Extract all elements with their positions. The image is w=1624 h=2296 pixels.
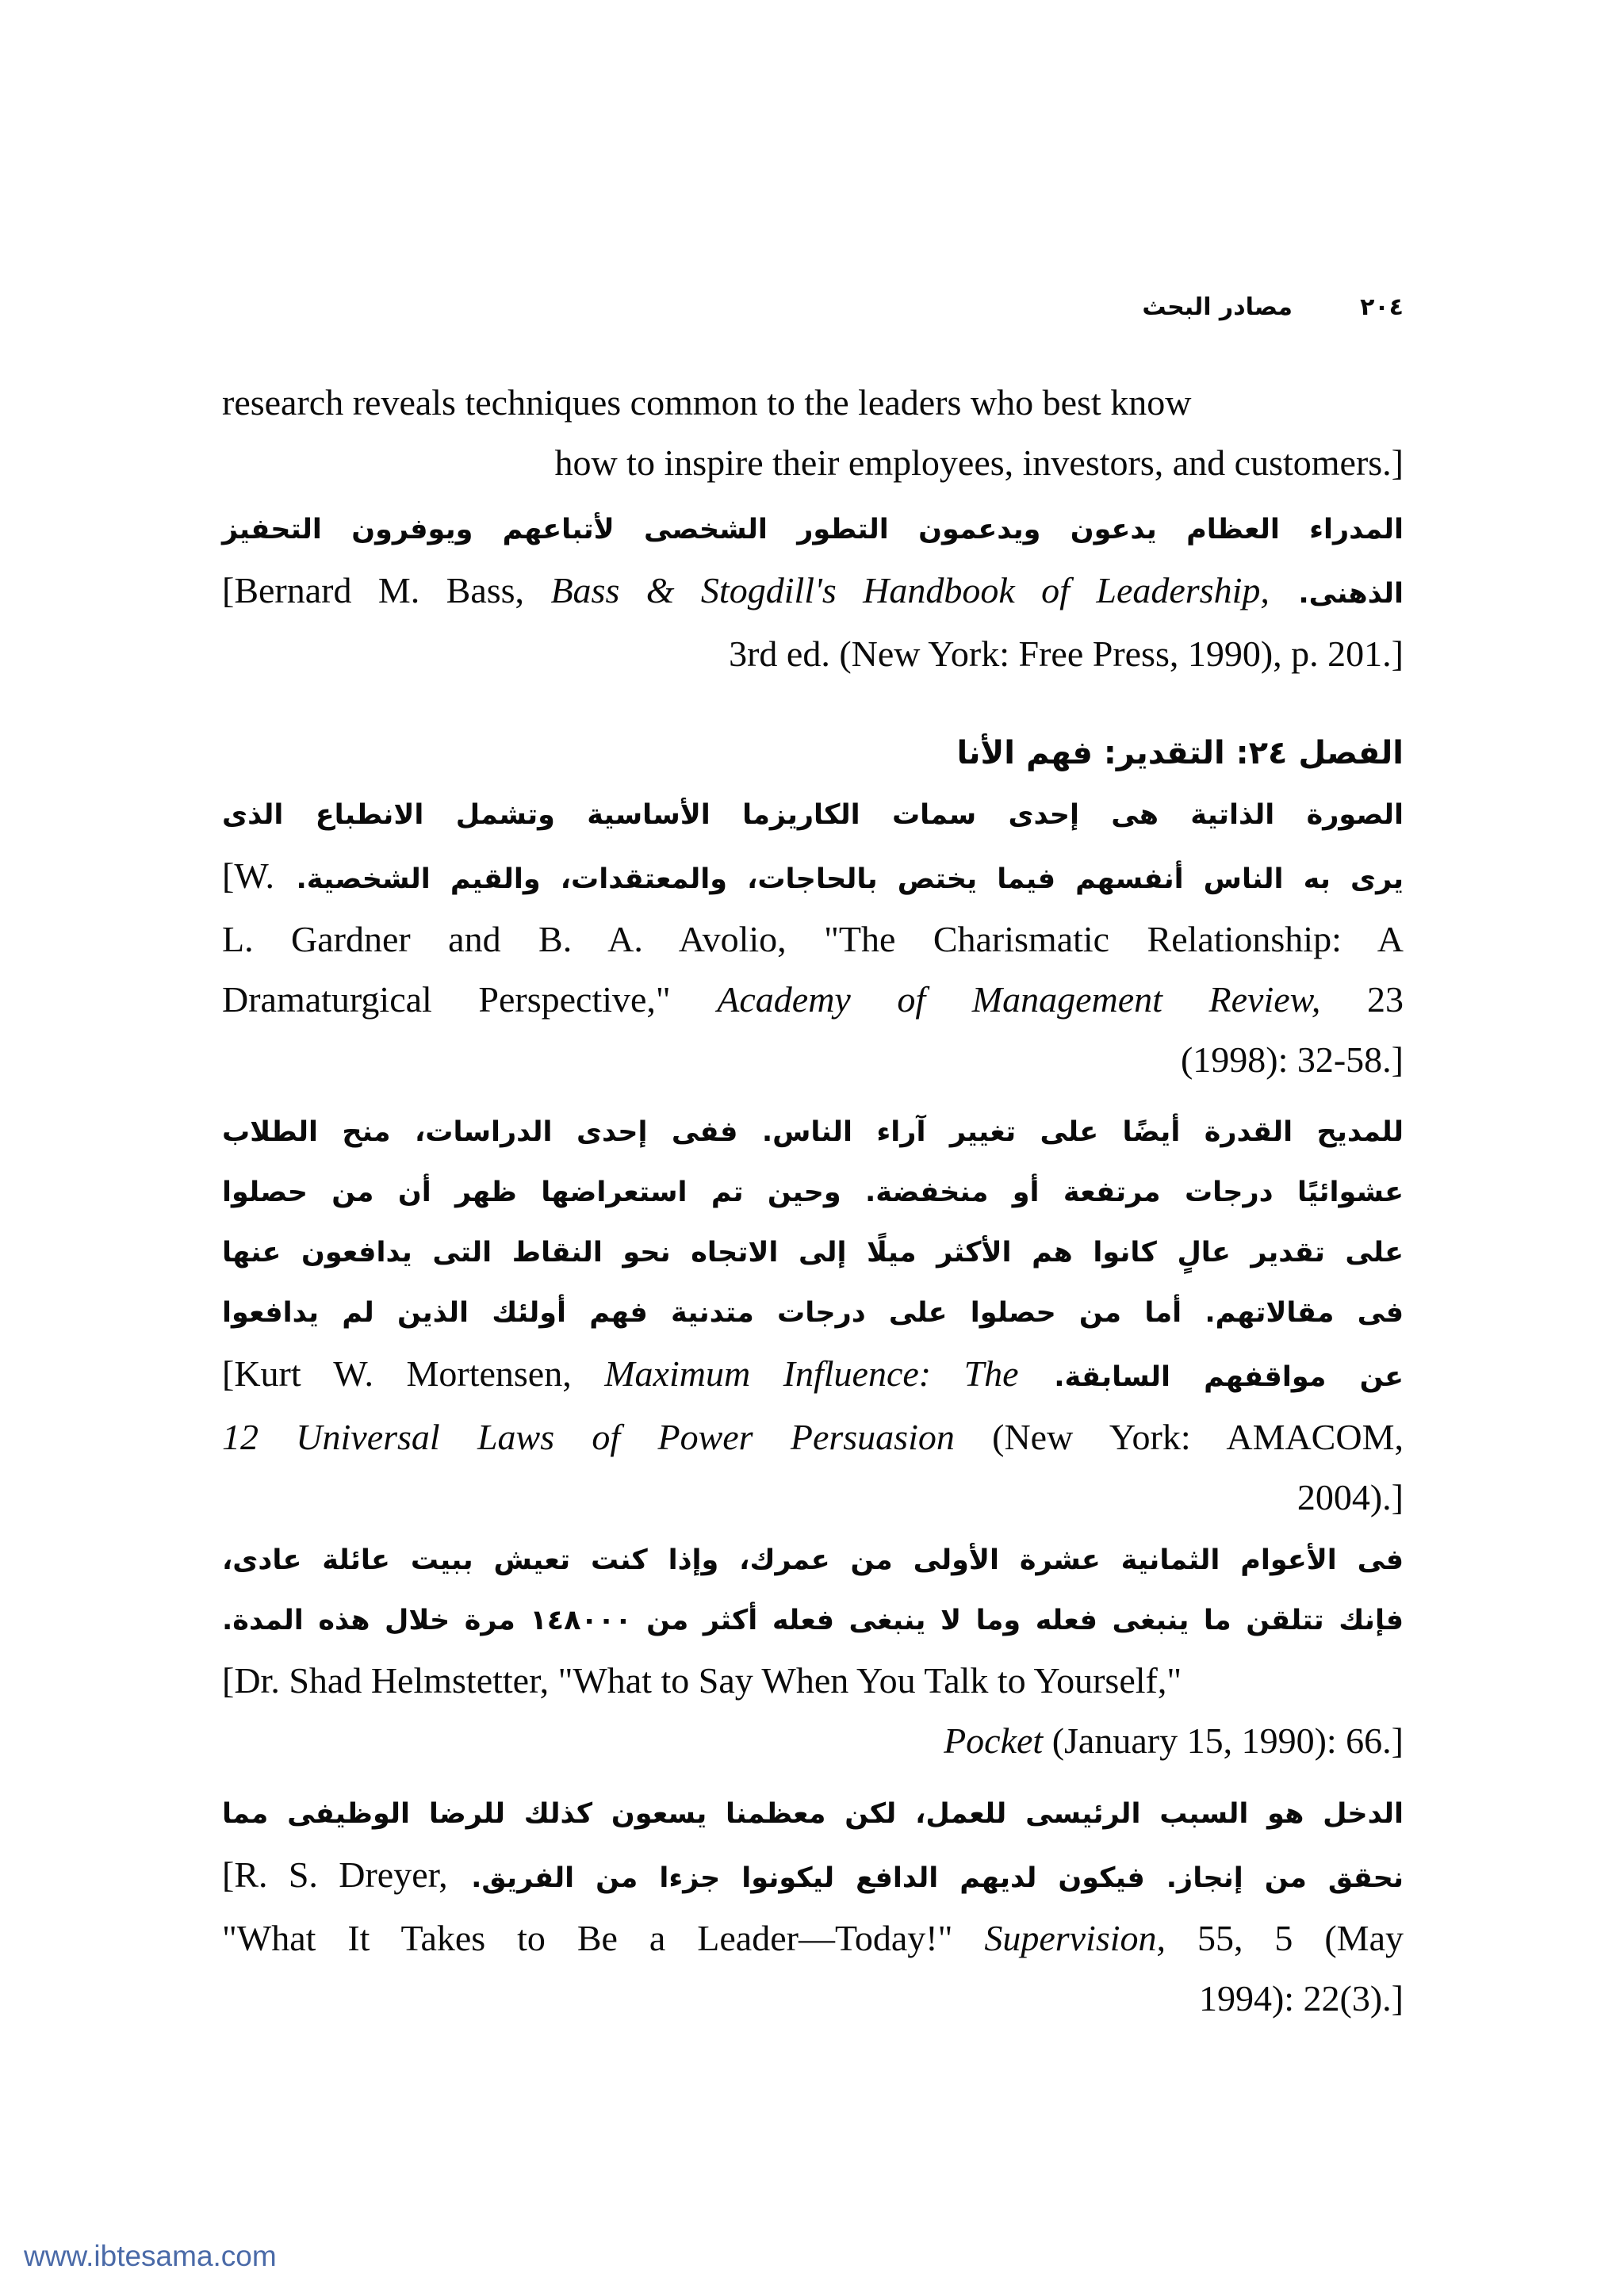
arabic-fragment: عن مواقفهم السابقة. xyxy=(1054,1361,1404,1393)
running-header xyxy=(1055,293,1404,333)
chapter-heading: الفصل ٢٤: التقدير: فهم الأنا xyxy=(956,735,1404,771)
citation-fragment: [R. S. Dreyer, xyxy=(222,1854,448,1895)
text-line: 1994): 22(3).] xyxy=(1198,1978,1404,2019)
arabic-line: فى مقالاتهم. أما من حصلوا على درجات متدنية فهم أولئك الذين لم يدافعوا xyxy=(222,1297,1404,1329)
reference-block-5 xyxy=(222,1530,1404,1771)
mixed-line xyxy=(222,845,1404,909)
citation-fragment: [W. xyxy=(222,855,275,896)
arabic-line: للمديح القدرة أيضًا على تغيير آراء الناس. ففى إحدى الدراسات، منح الطلاب xyxy=(222,1116,1404,1148)
mixed-line xyxy=(222,560,1404,624)
reference-block-4 xyxy=(222,1102,1404,1528)
footer-url: www.ibtesama.com xyxy=(24,2240,277,2272)
reference-block-6 xyxy=(222,1784,1404,2029)
text-line: L. Gardner and B. A. Avolio, "The Charismatic Relationship: A xyxy=(222,919,1404,959)
text-line: [Dr. Shad Helmstetter, "What to Say When You Talk to Yourself," xyxy=(222,1660,1182,1701)
journal-title: Pocket xyxy=(944,1720,1044,1761)
citation-fragment: [Bernard M. Bass, Bass & Stogdill's Handbook of Leadership, xyxy=(222,570,1270,610)
arabic-line: فى الأعوام الثمانية عشرة الأولى من عمرك، وإذا كنت تعيش ببيت عائلة عادى، xyxy=(222,1544,1404,1576)
running-title: مصادر البحث xyxy=(1142,293,1293,321)
text-line: "What It Takes to Be a Leader—Today!" Supervision, 55, 5 (May xyxy=(222,1918,1404,1958)
arabic-fragment: الذهنى. xyxy=(1298,578,1404,610)
text-line: 12 Universal Laws of Power Persuasion (New York: AMACOM, xyxy=(222,1417,1404,1457)
reference-block-2 xyxy=(222,499,1404,684)
citation-fragment: [Kurt W. Mortensen, Maximum Influence: The xyxy=(222,1353,1019,1394)
text-line: (1998): 32-58.] xyxy=(1180,1039,1404,1080)
arabic-line: المدراء العظام يدعون ويدعمون التطور الشخصى لأتباعهم ويوفرون التحفيز xyxy=(222,514,1404,545)
arabic-fragment: يرى به الناس أنفسهم فيما يختص بالحاجات، والمعتقدات، والقيم الشخصية. xyxy=(296,863,1404,895)
text-line: research reveals techniques common to the leaders who best know xyxy=(222,382,1192,423)
book-title: 12 Universal Laws of Power Persuasion xyxy=(222,1417,955,1457)
reference-block-1 xyxy=(222,373,1404,493)
arabic-line: على تقدير عالٍ كانوا هم الأكثر ميلًا إلى الاتجاه نحو النقاط التى يدافعون عنها xyxy=(222,1237,1404,1269)
text-line: Pocket (January 15, 1990): 66.] xyxy=(944,1720,1404,1761)
page-number: ٢٠٤ xyxy=(1360,293,1404,321)
text-line: 3rd ed. (New York: Free Press, 1990), p. 201.] xyxy=(729,633,1404,674)
book-title: Bass & Stogdill's Handbook of Leadership, xyxy=(550,570,1270,610)
text-line: 2004).] xyxy=(1297,1477,1404,1517)
journal-title: Supervision, xyxy=(984,1918,1166,1958)
book-title: Maximum Influence: The xyxy=(604,1353,1019,1394)
reference-block-3 xyxy=(222,785,1404,1090)
arabic-line: الدخل هو السبب الرئيسى للعمل، لكن معظمنا يسعون كذلك للرضا الوظيفى مما xyxy=(222,1798,1404,1830)
arabic-fragment: نحقق من إنجاز. فيكون لديهم الدافع ليكونوا جزءا من الفريق. xyxy=(471,1862,1404,1894)
mixed-line xyxy=(222,1844,1404,1908)
text-line: how to inspire their employees, investors, and customers.] xyxy=(554,442,1404,483)
text-line: Dramaturgical Perspective," Academy of Management Review, 23 xyxy=(222,979,1404,1020)
mixed-line xyxy=(222,1343,1404,1407)
journal-title: Academy of Management Review, xyxy=(717,979,1321,1020)
arabic-line: الصورة الذاتية هى إحدى سمات الكاريزما الأساسية وتشمل الانطباع الذى xyxy=(222,799,1404,831)
arabic-line: فإنك تتلقن ما ينبغى فعله وما لا ينبغى فعله أكثر من ١٤٨٠٠٠ مرة خلال هذه المدة. xyxy=(222,1605,1404,1636)
arabic-line: عشوائيًا درجات مرتفعة أو منخفضة. وحين تم استعراضها ظهر أن من حصلوا xyxy=(222,1177,1404,1208)
